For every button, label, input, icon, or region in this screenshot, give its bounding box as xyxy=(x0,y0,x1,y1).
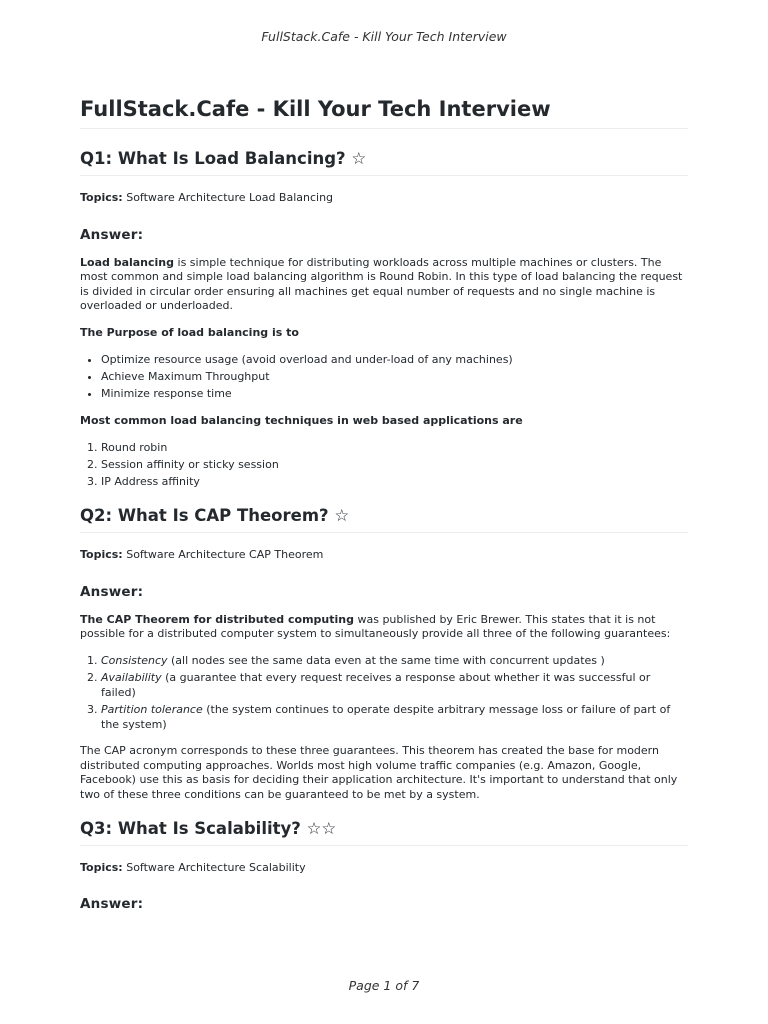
guarantee-term: Partition tolerance xyxy=(101,703,203,717)
q2-answer-heading: Answer: xyxy=(80,583,144,600)
guarantee-desc: (a guarantee that every request receives a response about whether it was successful or failed) xyxy=(101,671,651,699)
q1-topics-text: Software Architecture Load Balancing xyxy=(122,191,334,204)
list-item: 2. Session affinity or sticky session xyxy=(101,458,688,473)
q2-topics-text: Software Architecture CAP Theorem xyxy=(122,547,324,561)
q3-topics-text: Software Architecture Scalability xyxy=(122,860,306,874)
q2-heading: Q2: What Is CAP Theorem? ☆ xyxy=(80,505,688,533)
list-item: 1. Round robin xyxy=(101,441,688,456)
q3-answer-heading: Answer: xyxy=(80,896,144,913)
q1-topics-label: Topics: xyxy=(80,191,123,204)
q2-paragraph-text: was published by Eric Brewer. This states that it is not possible for a distributed computer system to simultaneously provide all three of the following guarantees: xyxy=(80,612,671,641)
document-title: FullStack.Cafe - Kill Your Tech Interview xyxy=(80,96,688,129)
q1-purpose-label-text: The Purpose of load balancing is to xyxy=(80,325,299,339)
guarantee-desc: (the system continues to operate despite arbitrary message loss or failure of part of the system) xyxy=(101,703,671,731)
q2-paragraph-bold: The CAP Theorem for distributed computing xyxy=(80,612,354,626)
q2-topics-label: Topics: xyxy=(80,547,123,561)
q1-techniques-label-text: Most common load balancing techniques in web based applications are xyxy=(80,413,523,427)
list-item: • Optimize resource usage (avoid overload and under-load of any machines) xyxy=(101,353,688,368)
list-item: 3. IP Address affinity xyxy=(101,475,688,490)
list-item xyxy=(101,671,688,700)
q3-topics xyxy=(80,861,688,876)
running-header: FullStack.Cafe - Kill Your Tech Interview xyxy=(261,29,507,44)
guarantee-term: Availability xyxy=(101,671,162,685)
q1-purpose-label xyxy=(80,326,688,341)
list-item: • Achieve Maximum Throughput xyxy=(101,370,688,385)
document-body xyxy=(80,96,688,913)
q1-topics xyxy=(80,191,688,206)
page-number: Page 1 of 7 xyxy=(348,978,420,993)
guarantee-term: Consistency xyxy=(101,653,168,667)
q2-paragraph xyxy=(80,613,688,642)
q1-paragraph-text: is simple technique for distributing workloads across multiple machines or clusters. The most common and simple load balancing algorithm is Round Robin. In this type of load balancing the request is divided in circular order ensuring all machines get equal number of requests and no single machine is overloaded or underloaded. xyxy=(80,255,683,313)
q1-paragraph xyxy=(80,256,688,314)
q2-summary-paragraph: The CAP acronym corresponds to these three guarantees. This theorem has created the base for modern distributed computing approaches. Worlds most high volume traffic companies (e.g. Amazon, Google, Facebook) use this as basis for deciding their application architecture. It's important to understand that only two of these three conditions can be guaranteed to be met by a system. xyxy=(80,744,678,802)
guarantee-desc: (all nodes see the same data even at the same time with concurrent updates ) xyxy=(167,653,605,667)
q3-topics-label: Topics: xyxy=(80,860,123,874)
q3-heading: Q3: What Is Scalability? ☆☆ xyxy=(80,818,688,846)
q1-techniques-list xyxy=(80,441,688,490)
q1-techniques-label xyxy=(80,414,688,429)
q2-topics xyxy=(80,548,688,563)
q1-purpose-list xyxy=(80,353,688,402)
q1-answer-heading: Answer: xyxy=(80,226,144,243)
q1-heading: Q1: What Is Load Balancing? ☆ xyxy=(80,148,688,176)
list-item xyxy=(101,703,688,732)
list-item: • Minimize response time xyxy=(101,387,688,402)
list-item xyxy=(101,654,688,669)
q1-paragraph-bold: Load balancing xyxy=(80,255,175,269)
q2-guarantees-list xyxy=(80,654,688,733)
